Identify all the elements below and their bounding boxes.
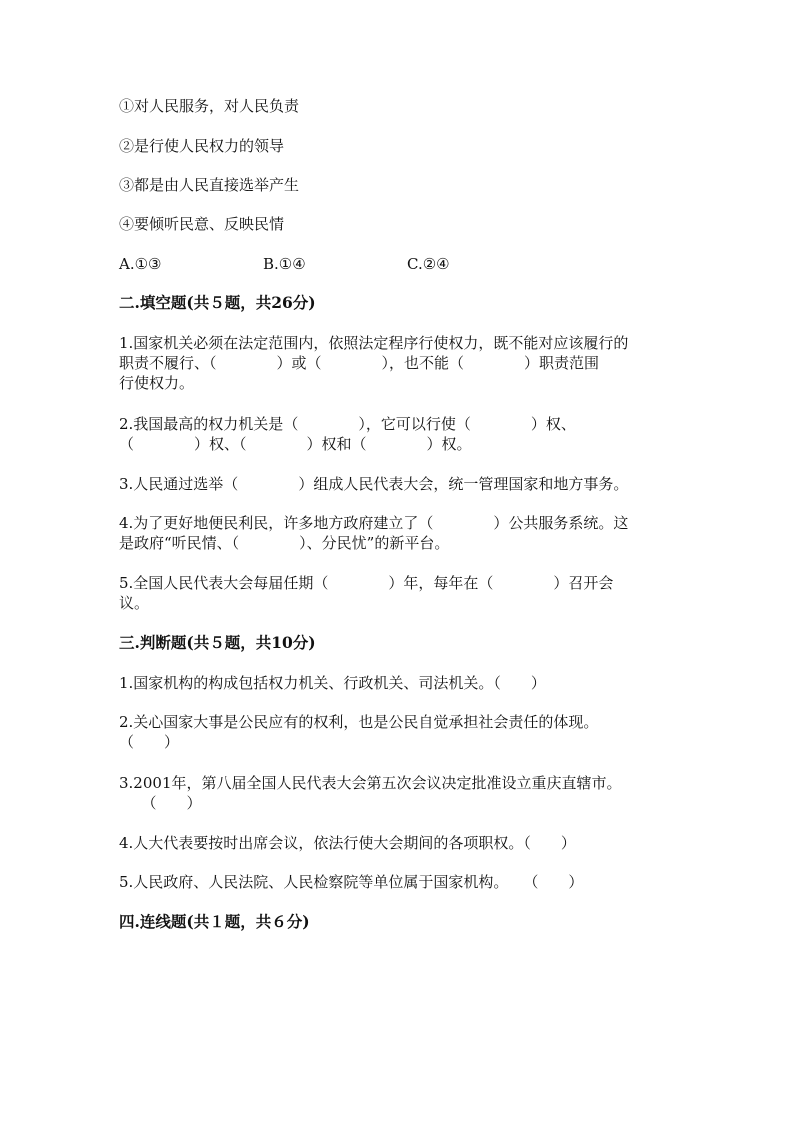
judge-question-3-line-1: 3.2001年，第八届全国人民代表大会第五次会议决定批准设立重庆直辖市。 <box>119 774 622 792</box>
fill-question-4-line-1: 4.为了更好地便民利民，许多地方政府建立了（ ）公共服务系统。这 <box>119 514 629 532</box>
section-heading-fill-in: 二.填空题(共５题，共26分) <box>119 293 316 312</box>
statement-3: ③都是由人民直接选举产生 <box>119 176 300 194</box>
statement-4: ④要倾听民意、反映民情 <box>119 215 285 233</box>
judge-question-2-line-1: 2.关心国家大事是公民应有的权利，也是公民自觉承担社会责任的体现。 <box>119 713 599 731</box>
option-a: A.①③ <box>119 255 162 273</box>
fill-question-5-line-2: 议。 <box>119 594 150 612</box>
section-heading-matching: 四.连线题(共１题，共６分) <box>119 912 310 931</box>
judge-question-2-line-2: （ ） <box>119 733 180 751</box>
fill-question-3-line-1: 3.人民通过选举（ ）组成人民代表大会，统一管理国家和地方事务。 <box>119 475 629 493</box>
option-b: B.①④ <box>263 255 306 273</box>
fill-question-2-line-2: （ ）权、（ ）权和（ ）权。 <box>119 435 472 453</box>
judge-question-3-line-2: （ ） <box>119 794 202 812</box>
fill-question-1-line-3: 行使权力。 <box>119 374 195 392</box>
judge-question-4-line-1: 4.人大代表要按时出席会议，依法行使大会期间的各项职权。（ ） <box>119 834 576 852</box>
section-heading-true-false: 三.判断题(共５题，共10分) <box>119 633 316 652</box>
judge-question-1-line-1: 1.国家机构的构成包括权力机关、行政机关、司法机关。（ ） <box>119 674 546 692</box>
statement-2: ②是行使人民权力的领导 <box>119 137 285 155</box>
judge-question-5-line-1: 5.人民政府、人民法院、人民检察院等单位属于国家机构。 （ ） <box>119 873 584 891</box>
statement-1: ①对人民服务，对人民负责 <box>119 97 300 115</box>
fill-question-5-line-1: 5.全国人民代表大会每届任期（ ）年，每年在（ ）召开会 <box>119 574 614 592</box>
option-c: C.②④ <box>407 255 450 273</box>
fill-question-4-line-2: 是政府“听民情、（ ）、分民忧”的新平台。 <box>119 534 450 552</box>
fill-question-1-line-2: 职责不履行、（ ）或（ ），也不能（ ）职责范围 <box>119 354 600 372</box>
fill-question-2-line-1: 2.我国最高的权力机关是（ ），它可以行使（ ）权、 <box>119 415 576 433</box>
fill-question-1-line-1: 1.国家机关必须在法定范围内，依照法定程序行使权力，既不能对应该履行的 <box>119 334 629 352</box>
